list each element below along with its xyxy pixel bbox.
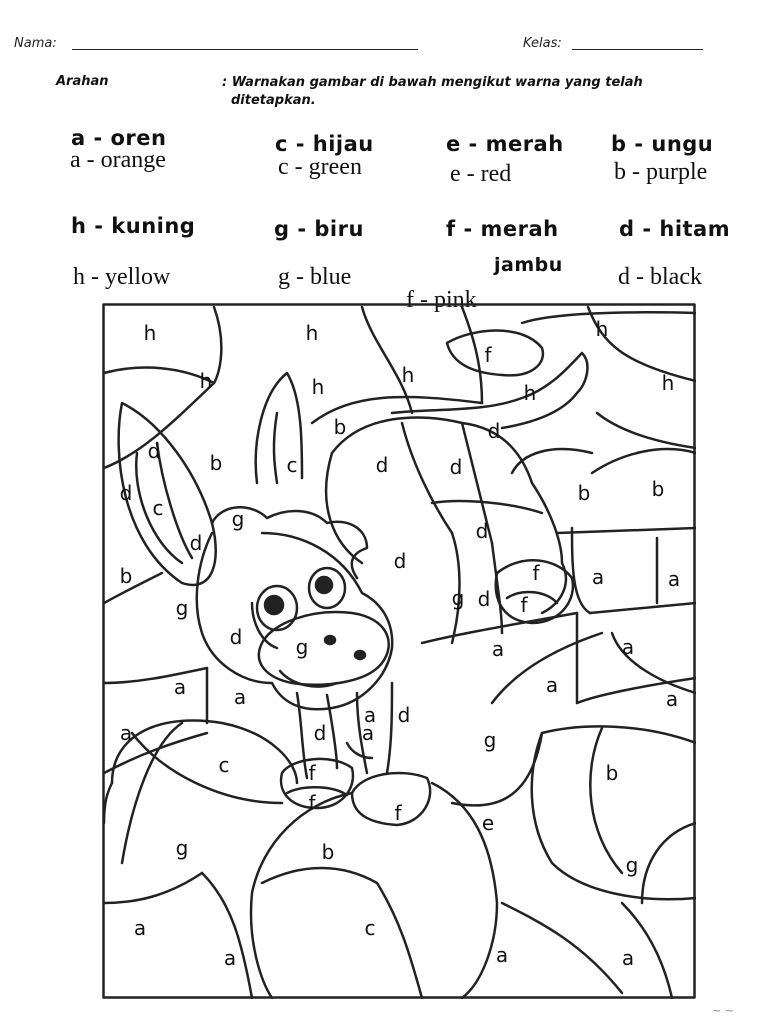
region-label: f bbox=[394, 801, 402, 825]
region-label: d bbox=[375, 453, 389, 477]
region-label: f bbox=[484, 343, 492, 367]
region-label: h bbox=[199, 369, 213, 393]
region-label: a bbox=[361, 721, 375, 745]
region-label: d bbox=[313, 721, 327, 745]
region-label: g bbox=[625, 853, 639, 877]
legend-h-translation: h - yellow bbox=[73, 264, 171, 290]
legend-a-translation: a - orange bbox=[70, 147, 166, 173]
coloring-outline bbox=[102, 303, 696, 999]
name-label: Nama: bbox=[14, 36, 57, 51]
legend-b-translation: b - purple bbox=[614, 159, 708, 185]
legend-f-translation: f - pink bbox=[406, 287, 477, 313]
region-label: a bbox=[621, 635, 635, 659]
region-label: a bbox=[223, 946, 237, 970]
region-label: a bbox=[133, 916, 147, 940]
legend-a-key: a - oren bbox=[71, 126, 167, 150]
region-label: d bbox=[189, 531, 203, 555]
region-label: f bbox=[308, 761, 316, 785]
region-label: a bbox=[495, 943, 509, 967]
region-label: a bbox=[667, 567, 681, 591]
class-label: Kelas: bbox=[523, 36, 562, 51]
legend-c-translation: c - green bbox=[278, 154, 362, 180]
region-label: g bbox=[175, 596, 189, 620]
region-label: c bbox=[152, 496, 164, 520]
region-label: f bbox=[520, 593, 528, 617]
region-label: b bbox=[605, 761, 619, 785]
instructions-heading: Arahan bbox=[56, 74, 109, 89]
region-label: g bbox=[483, 728, 497, 752]
region-label: b bbox=[333, 415, 347, 439]
region-label: g bbox=[295, 635, 309, 659]
legend-e-translation: e - red bbox=[450, 161, 512, 187]
region-label: a bbox=[491, 637, 505, 661]
region-label: a bbox=[665, 687, 679, 711]
region-label: d bbox=[449, 455, 463, 479]
region-label: e bbox=[481, 811, 495, 835]
legend-f-key: f - merah bbox=[446, 217, 559, 241]
region-label: a bbox=[233, 685, 247, 709]
region-label: c bbox=[218, 753, 230, 777]
region-label: h bbox=[401, 363, 415, 387]
region-label: a bbox=[545, 673, 559, 697]
region-label: d bbox=[397, 703, 411, 727]
region-label: c bbox=[286, 453, 298, 477]
region-label: b bbox=[651, 477, 665, 501]
region-label: c bbox=[364, 916, 376, 940]
region-label: h bbox=[311, 375, 325, 399]
region-label: b bbox=[119, 564, 133, 588]
region-label: b bbox=[209, 451, 223, 475]
region-label: h bbox=[595, 317, 609, 341]
region-label: h bbox=[305, 321, 319, 345]
legend-g-key: g - biru bbox=[274, 217, 364, 241]
legend-h-key: h - kuning bbox=[71, 214, 196, 238]
region-label: a bbox=[621, 946, 635, 970]
corner-mark: ~ ~ bbox=[712, 1004, 734, 1017]
legend-f-key-line2: jambu bbox=[494, 254, 563, 276]
region-label: f bbox=[532, 561, 540, 585]
region-label: d bbox=[229, 625, 243, 649]
region-label: g bbox=[175, 836, 189, 860]
region-label: f bbox=[308, 791, 316, 815]
region-label: d bbox=[119, 481, 133, 505]
region-label: d bbox=[487, 419, 501, 443]
region-label: d bbox=[477, 587, 491, 611]
instructions-text-line1: : Warnakan gambar di bawah mengikut warna yang telah bbox=[222, 75, 643, 90]
region-label: a bbox=[591, 565, 605, 589]
region-label: d bbox=[393, 549, 407, 573]
legend-c-key: c - hijau bbox=[275, 132, 374, 156]
region-label: a bbox=[119, 721, 133, 745]
legend-d-translation: d - black bbox=[618, 264, 702, 290]
legend-g-translation: g - blue bbox=[278, 264, 352, 290]
class-field-line[interactable] bbox=[572, 49, 703, 50]
region-label: h bbox=[661, 371, 675, 395]
region-label: h bbox=[523, 381, 537, 405]
region-label: a bbox=[173, 675, 187, 699]
region-label: b bbox=[321, 840, 335, 864]
region-label: h bbox=[143, 321, 157, 345]
region-label: d bbox=[475, 519, 489, 543]
name-field-line[interactable] bbox=[72, 49, 418, 50]
legend-d-key: d - hitam bbox=[619, 217, 731, 241]
region-label: g bbox=[231, 507, 245, 531]
region-label: a bbox=[363, 703, 377, 727]
coloring-picture[interactable] bbox=[102, 303, 696, 999]
instructions-text-line2: ditetapkan. bbox=[231, 93, 316, 108]
region-label: b bbox=[577, 481, 591, 505]
region-label: g bbox=[451, 586, 465, 610]
legend-e-key: e - merah bbox=[446, 132, 564, 156]
region-label: d bbox=[147, 439, 161, 463]
legend-b-key: b - ungu bbox=[611, 132, 714, 156]
